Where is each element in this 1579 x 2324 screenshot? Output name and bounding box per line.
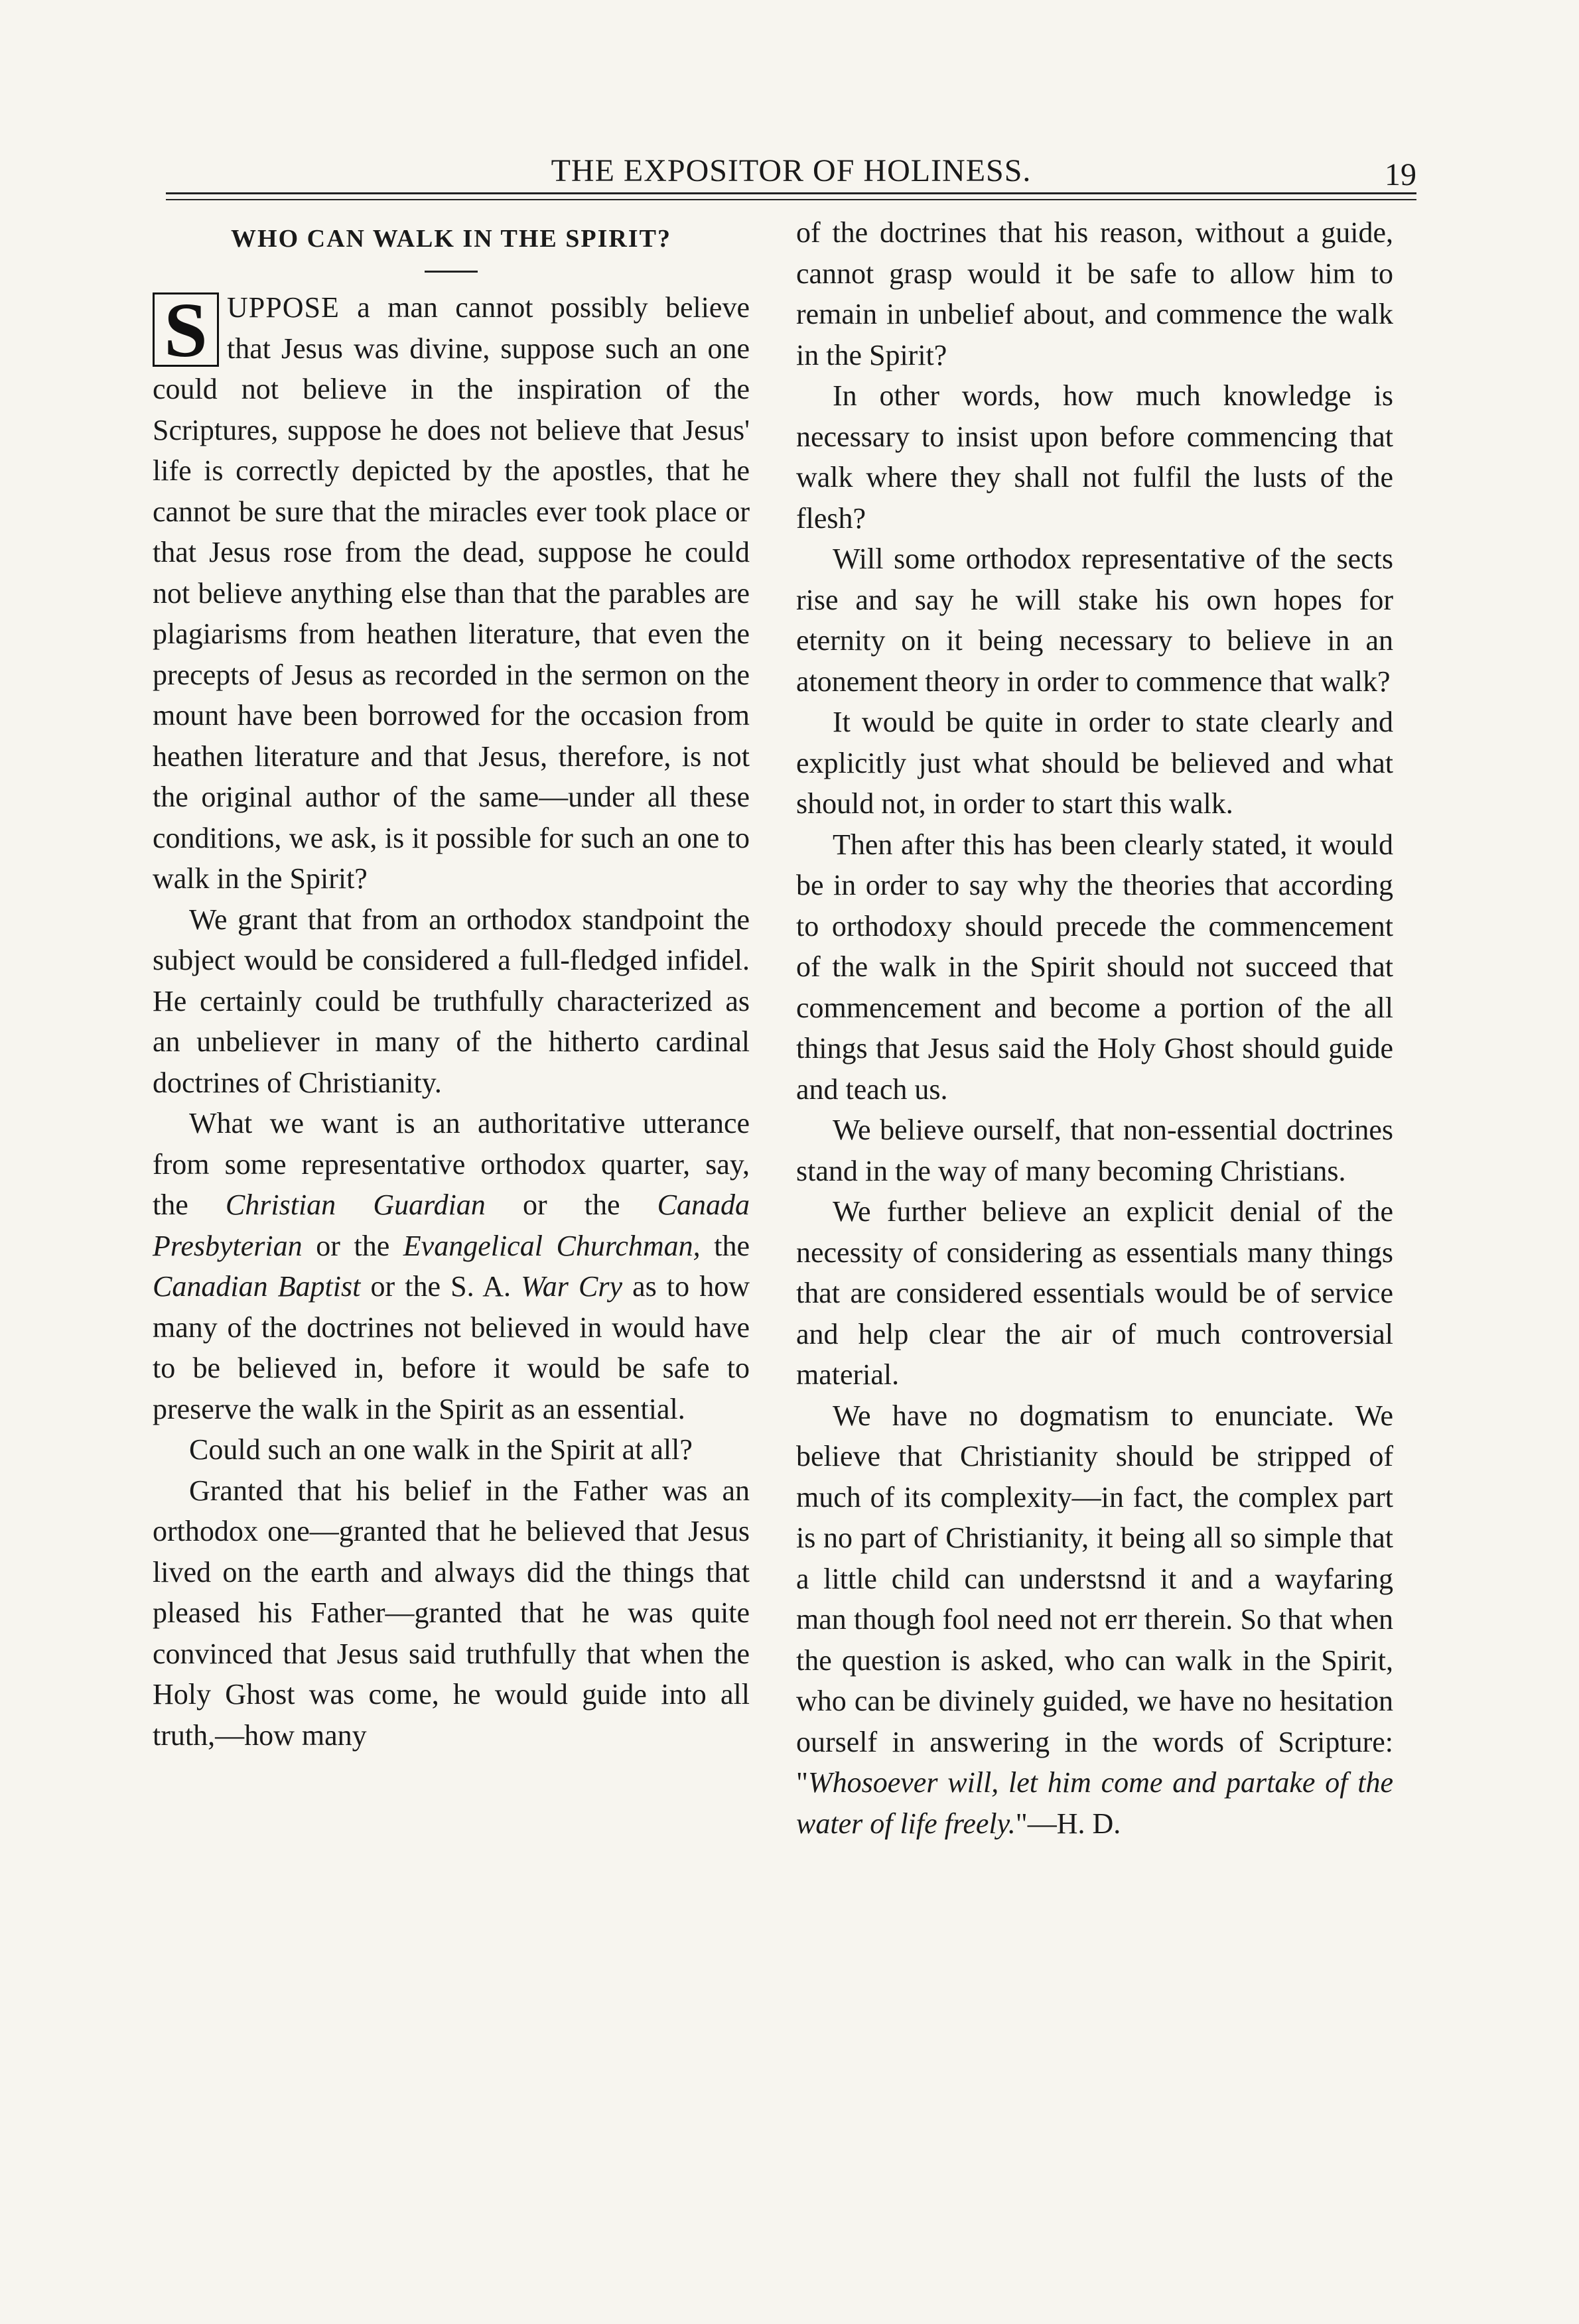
dropcap-letter: S	[153, 292, 219, 367]
publication-war-cry: War Cry	[521, 1270, 622, 1303]
publication-evangelical-churchman: Evangelical Churchman,	[403, 1229, 701, 1262]
paragraph-7: Will some orthodox representative of the sects rise and say he will stake his own hopes for eternity on it being necessary to believe in an atonement theory in order to commence that walk?	[796, 543, 1393, 698]
signature: "—H. D.	[1015, 1807, 1121, 1840]
page-number: 19	[1385, 157, 1416, 192]
paragraph-6: In other words, how much knowledge is necessary to insist upon before commencing that walk where they shall not fulfil the lusts of the flesh?	[796, 379, 1393, 535]
paragraph-3-text-c: or the	[302, 1229, 403, 1262]
paragraph-12	[796, 1395, 1393, 1844]
paragraph-5-continued: of the doctrines that his reason, without a guide, cannot grasp would it be safe to allow him to remain in unbelief about, and commence the walk in the Spirit?	[796, 216, 1393, 371]
paragraph-1-text: a man cannot possibly believe that Jesus was divine, suppose such an one could not believe in the inspiration of the Scriptures, suppose he does not believe that Jesus' life is correctly depicted by the apostles, that he cannot be sure that the miracles ever took place or that Jesus rose from the dead, suppose he could not believe anything else than that the parables are plagiarisms from heathen literature, that even the precepts of Jesus as recorded in the sermon on the mount have been borrowed for the occasion from heathen literature and that Jesus, therefore, is not the original author of the same—under all these conditions, we ask, is it possible for such an one to walk in the Spirit?	[153, 291, 750, 895]
opening-word: UPPOSE	[227, 291, 340, 324]
paragraph-8: It would be quite in order to state clearly and explicitly just what should be believed and what should not, in order to start this walk.	[796, 706, 1393, 820]
paragraph-4: Could such an one walk in the Spirit at all?	[189, 1433, 693, 1466]
paragraph-5: Granted that his belief in the Father was an orthodox one—granted that he believed that Jesus lived on the earth and always did the things that pleased his Father—granted that he was quite convinced that Jesus said truthfully that when the Holy Ghost was come, he would guide into all truth,—how many	[153, 1474, 750, 1752]
header-rule-bottom	[166, 199, 1416, 200]
paragraph-11: We further believe an explicit denial of the necessity of considering as essentials many things that are considered essentials would be of service and help clear the air of much controversial material.	[796, 1195, 1393, 1391]
paragraph-9: Then after this has been clearly stated, it would be in order to say why the theories that according to orthodoxy should precede the commencement of the walk in the Spirit should not succeed that commencement and become a portion of the all things that Jesus said the Holy Ghost should guide and teach us.	[796, 828, 1393, 1106]
paragraph-3-text-a: What we want is an authoritative utterance from some representative orthodox quarter, say, the	[153, 1107, 750, 1221]
running-title: THE EXPOSITOR OF HOLINESS.	[551, 153, 1032, 188]
title-divider	[425, 271, 478, 273]
paragraph-2: We grant that from an orthodox standpoint the subject would be considered a full-fledged infidel. He certainly could be truthfully characterized as an unbeliever in many of the hitherto cardinal doctrines of Christianity.	[153, 903, 750, 1099]
paragraph-12-text: We have no dogmatism to enunciate. We believe that Christianity should be stripped of much of its complexity—in fact, the complex part is no part of Christianity, it being all so simple that a little child can understsnd it and a wayfaring man though fool need not err therein. So that when the question is asked, who can walk in the Spirit, who can be divinely guided, we have no hesitation ourself in answering in the words of Scripture: "	[796, 1399, 1393, 1799]
paragraph-3-text-f: as to how many of the doctrines not believed in would have to be believed in, before it would be safe to preserve the walk in the Spirit as an essential.	[153, 1270, 750, 1425]
header-rule-top	[166, 192, 1416, 194]
running-head	[166, 151, 1416, 194]
publication-christian-guardian: Christian Guardian	[225, 1189, 486, 1221]
right-column	[796, 212, 1393, 1844]
scripture-quote: Whosoever will, let him come and partake of the water of life freely.	[796, 1766, 1393, 1840]
left-column	[153, 212, 750, 1756]
paragraph-3-text-d: the	[700, 1229, 750, 1262]
paragraph-3	[153, 1103, 750, 1429]
publication-canadian-baptist: Canadian Baptist	[153, 1270, 361, 1303]
paragraph-10: We believe ourself, that non-essential doctrines stand in the way of many becoming Christians.	[796, 1114, 1393, 1187]
article-title: WHO CAN WALK IN THE SPIRIT?	[231, 225, 671, 253]
publication-canada-presbyterian: Canada Presbyterian	[153, 1189, 750, 1262]
paragraph-3-text-b: or the	[485, 1189, 657, 1221]
paragraph-1	[153, 287, 750, 899]
paragraph-3-text-e: or the S. A.	[360, 1270, 521, 1303]
